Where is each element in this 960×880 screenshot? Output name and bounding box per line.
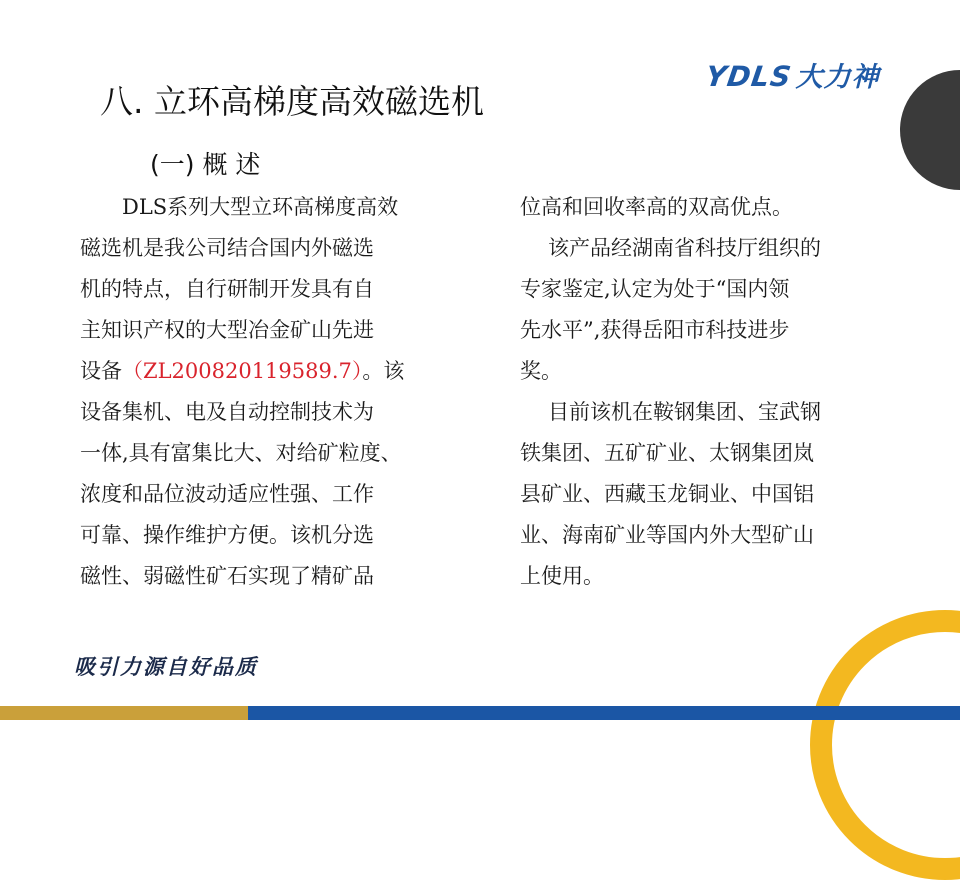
paragraph-line: 浓度和品位波动适应性强、工作 bbox=[80, 482, 374, 506]
paragraph-line: 该产品经湖南省科技厅组织的 bbox=[548, 236, 821, 260]
paragraph-line: 奖。 bbox=[520, 359, 562, 383]
paragraph-line: 磁选机是我公司结合国内外磁选 bbox=[80, 236, 374, 260]
paragraph-line: 目前该机在鞍钢集团、宝武钢 bbox=[548, 400, 821, 424]
paragraph-line: 主知识产权的大型冶金矿山先进 bbox=[80, 318, 374, 342]
paragraph-line: 可靠、操作维护方便。该机分选 bbox=[80, 523, 374, 547]
paragraph-line: 先水平”,获得岳阳市科技进步 bbox=[520, 318, 790, 342]
company-logo bbox=[703, 55, 880, 94]
paragraph-line: 专家鉴定,认定为处于“国内领 bbox=[520, 277, 790, 301]
line-text: 。该 bbox=[362, 359, 405, 383]
section-subtitle: (一) 概 述 bbox=[150, 150, 261, 179]
brand-slogan: 吸引力源自好品质 bbox=[74, 654, 258, 679]
paragraph-line: 位高和回收率高的双高优点。 bbox=[520, 195, 793, 219]
paragraph-line: 设备集机、电及自动控制技术为 bbox=[80, 400, 374, 424]
paragraph-line: 上使用。 bbox=[520, 564, 604, 588]
paragraph-line: DLS系列大型立环高梯度高效 bbox=[122, 195, 399, 219]
logo-chinese-text: 大力神 bbox=[795, 62, 880, 93]
paragraph-line: 业、海南矿业等国内外大型矿山 bbox=[520, 523, 814, 547]
right-text-column bbox=[520, 187, 900, 597]
paragraph-line: 县矿业、西藏玉龙铜业、中国铝 bbox=[520, 482, 814, 506]
left-text-column bbox=[80, 187, 500, 597]
footer-bar-blue-segment bbox=[248, 706, 960, 720]
footer-bar-gold-segment bbox=[0, 706, 248, 720]
line-text: 设备 bbox=[80, 359, 122, 383]
paragraph-line: 铁集团、五矿矿业、太钢集团岚 bbox=[520, 441, 814, 465]
paragraph-line: 磁性、弱磁性矿石实现了精矿品 bbox=[80, 564, 374, 588]
slide-title: 八. 立环高梯度高效磁选机 bbox=[100, 82, 484, 121]
paragraph-line: 机的特点，自行研制开发具有自 bbox=[80, 277, 374, 301]
decorative-gold-arc bbox=[810, 610, 960, 880]
patent-number: （ZL200820119589.7） bbox=[122, 359, 363, 383]
decorative-dark-circle bbox=[900, 70, 960, 190]
footer-bar bbox=[0, 706, 960, 720]
paragraph-line-with-patent bbox=[80, 351, 500, 392]
logo-latin-text: YDLS bbox=[703, 60, 794, 93]
paragraph-line: 一体,具有富集比大、对给矿粒度、 bbox=[80, 441, 402, 465]
